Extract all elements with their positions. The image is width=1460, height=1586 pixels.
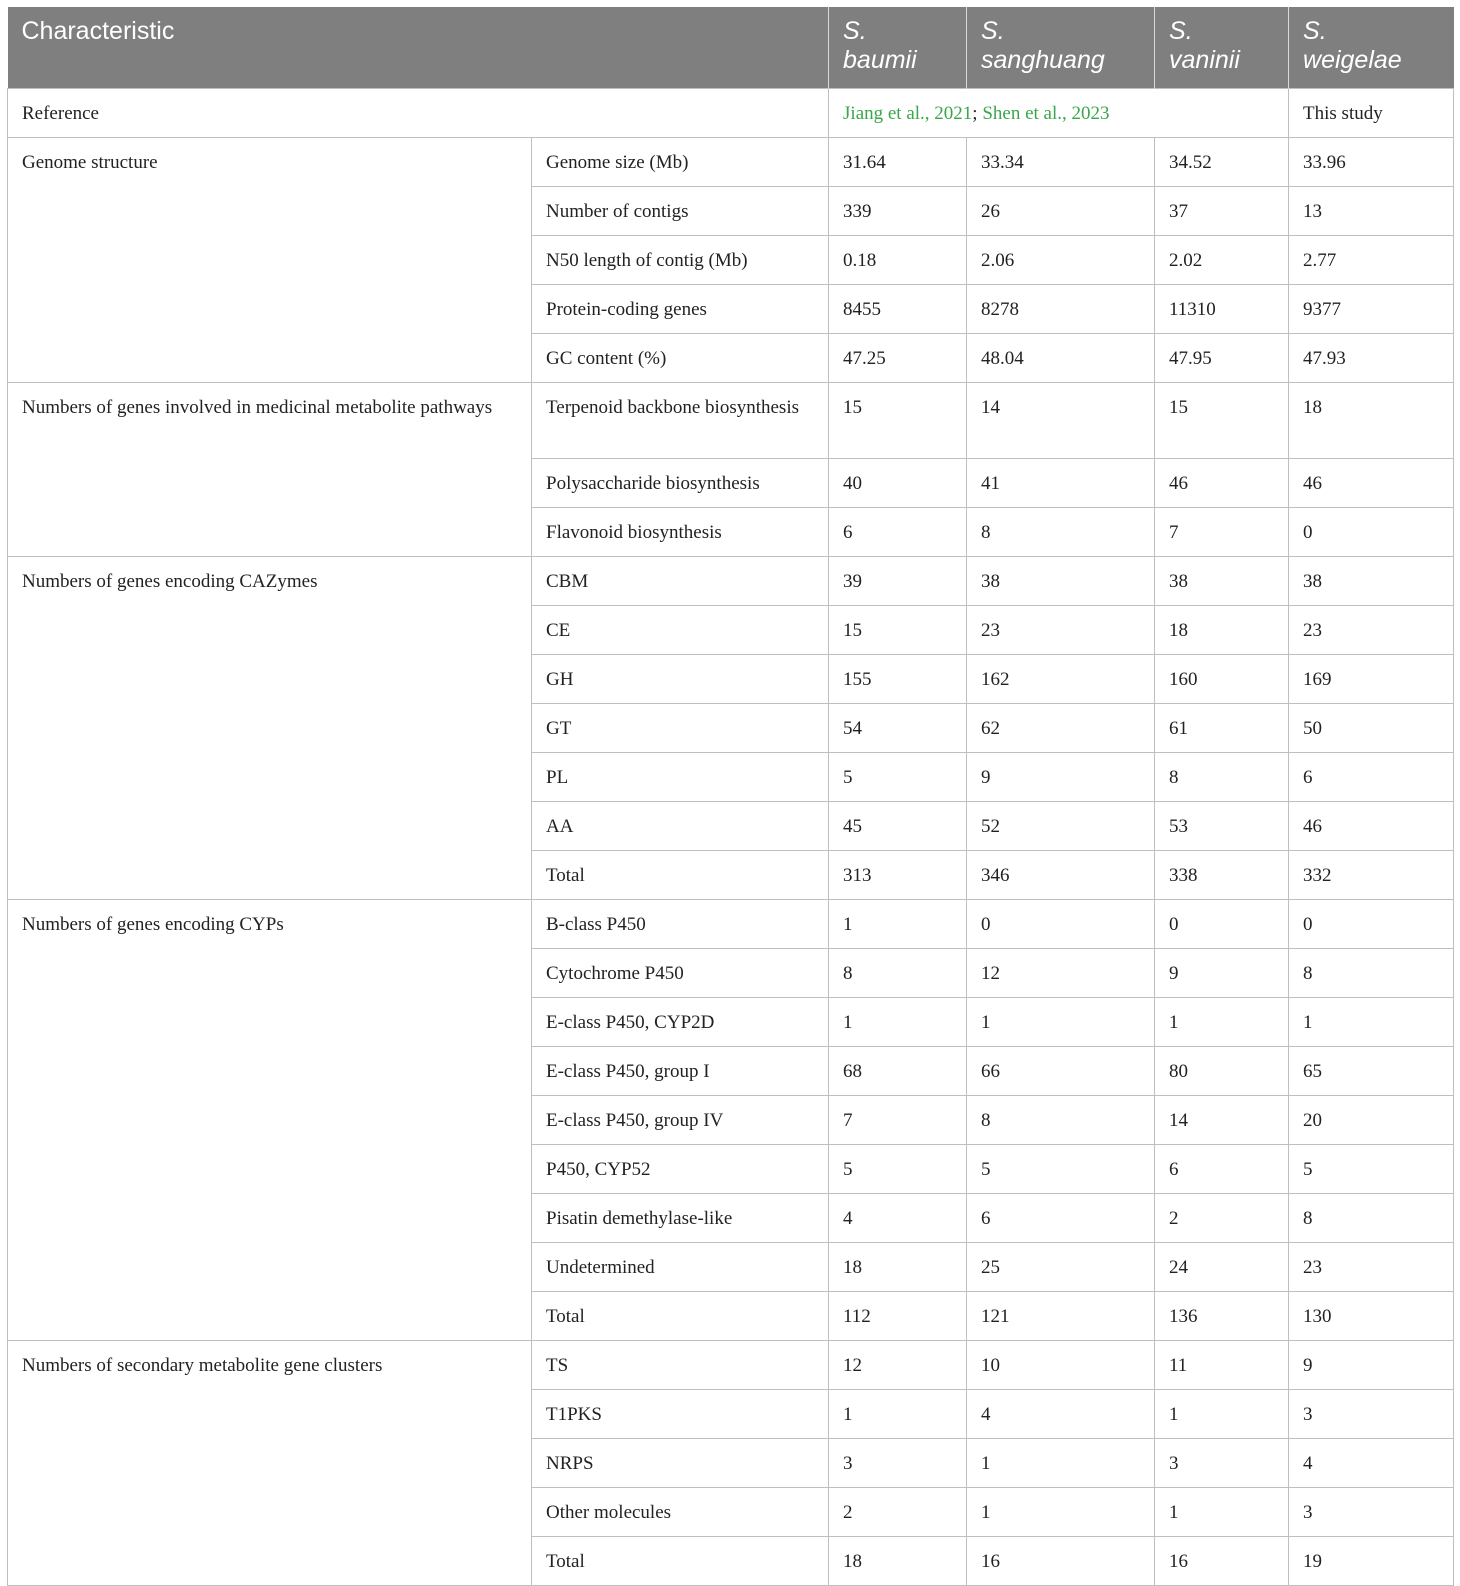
value-cell: 3 [829, 1438, 967, 1487]
value-cell: 1 [1289, 997, 1454, 1046]
value-cell: 8 [967, 507, 1155, 556]
row-label: Genome size (Mb) [532, 137, 829, 186]
value-cell: 26 [967, 186, 1155, 235]
value-cell: 14 [967, 382, 1155, 458]
value-cell: 46 [1289, 801, 1454, 850]
reference-row [8, 88, 1454, 137]
value-cell: 20 [1289, 1095, 1454, 1144]
value-cell: 31.64 [829, 137, 967, 186]
row-label: P450, CYP52 [532, 1144, 829, 1193]
value-cell: 46 [1155, 458, 1289, 507]
group-label: Genome structure [8, 137, 532, 382]
row-label: GH [532, 654, 829, 703]
value-cell: 80 [1155, 1046, 1289, 1095]
value-cell: 18 [829, 1242, 967, 1291]
row-label: Pisatin demethylase-like [532, 1193, 829, 1242]
value-cell: 5 [967, 1144, 1155, 1193]
row-label: Undetermined [532, 1242, 829, 1291]
row-label: T1PKS [532, 1389, 829, 1438]
row-label: E-class P450, group I [532, 1046, 829, 1095]
value-cell: 23 [967, 605, 1155, 654]
value-cell: 0 [1289, 899, 1454, 948]
value-cell: 1 [967, 1487, 1155, 1536]
value-cell: 112 [829, 1291, 967, 1340]
value-cell: 0 [1155, 899, 1289, 948]
row-label: GC content (%) [532, 333, 829, 382]
value-cell: 53 [1155, 801, 1289, 850]
header-characteristic: Characteristic [8, 7, 829, 88]
value-cell: 19 [1289, 1536, 1454, 1585]
row-label: CBM [532, 556, 829, 605]
group-label: Numbers of genes encoding CAZymes [8, 556, 532, 899]
value-cell: 38 [1155, 556, 1289, 605]
value-cell: 2 [829, 1487, 967, 1536]
row-label: Other molecules [532, 1487, 829, 1536]
value-cell: 160 [1155, 654, 1289, 703]
value-cell: 37 [1155, 186, 1289, 235]
value-cell: 7 [1155, 507, 1289, 556]
value-cell: 25 [967, 1242, 1155, 1291]
value-cell: 155 [829, 654, 967, 703]
value-cell: 1 [829, 1389, 967, 1438]
group-label: Numbers of genes encoding CYPs [8, 899, 532, 1340]
value-cell: 1 [829, 899, 967, 948]
value-cell: 2.06 [967, 235, 1155, 284]
value-cell: 12 [967, 948, 1155, 997]
value-cell: 3 [1289, 1487, 1454, 1536]
value-cell: 332 [1289, 850, 1454, 899]
value-cell: 2.77 [1289, 235, 1454, 284]
value-cell: 339 [829, 186, 967, 235]
value-cell: 169 [1289, 654, 1454, 703]
value-cell: 1 [967, 997, 1155, 1046]
value-cell: 14 [1155, 1095, 1289, 1144]
value-cell: 136 [1155, 1291, 1289, 1340]
value-cell: 54 [829, 703, 967, 752]
row-label: E-class P450, CYP2D [532, 997, 829, 1046]
value-cell: 9 [1155, 948, 1289, 997]
table-row [8, 382, 1454, 458]
table-row [8, 899, 1454, 948]
row-label: E-class P450, group IV [532, 1095, 829, 1144]
value-cell: 61 [1155, 703, 1289, 752]
row-label: TS [532, 1340, 829, 1389]
row-label: Total [532, 850, 829, 899]
value-cell: 15 [1155, 382, 1289, 458]
value-cell: 346 [967, 850, 1155, 899]
value-cell: 5 [829, 752, 967, 801]
genome-comparison-table [7, 7, 1454, 1586]
table-row [8, 137, 1454, 186]
value-cell: 3 [1289, 1389, 1454, 1438]
value-cell: 13 [1289, 186, 1454, 235]
row-label: PL [532, 752, 829, 801]
value-cell: 4 [829, 1193, 967, 1242]
row-label: Number of contigs [532, 186, 829, 235]
value-cell: 18 [1155, 605, 1289, 654]
value-cell: 8455 [829, 284, 967, 333]
value-cell: 33.34 [967, 137, 1155, 186]
value-cell: 8278 [967, 284, 1155, 333]
value-cell: 0 [1289, 507, 1454, 556]
value-cell: 8 [829, 948, 967, 997]
table-row [8, 556, 1454, 605]
row-label: B-class P450 [532, 899, 829, 948]
value-cell: 1 [1155, 1487, 1289, 1536]
value-cell: 8 [967, 1095, 1155, 1144]
value-cell: 16 [967, 1536, 1155, 1585]
row-label: Total [532, 1291, 829, 1340]
value-cell: 9377 [1289, 284, 1454, 333]
value-cell: 5 [829, 1144, 967, 1193]
row-label: NRPS [532, 1438, 829, 1487]
value-cell: 15 [829, 382, 967, 458]
value-cell: 1 [1155, 997, 1289, 1046]
value-cell: 3 [1155, 1438, 1289, 1487]
row-label: Cytochrome P450 [532, 948, 829, 997]
row-label: Protein-coding genes [532, 284, 829, 333]
value-cell: 18 [829, 1536, 967, 1585]
value-cell: 39 [829, 556, 967, 605]
citation-link-shen[interactable]: Shen et al., 2023 [982, 102, 1110, 124]
row-label: Polysaccharide biosynthesis [532, 458, 829, 507]
value-cell: 2 [1155, 1193, 1289, 1242]
value-cell: 38 [1289, 556, 1454, 605]
header-species-3: S. vaninii [1155, 7, 1289, 88]
reference-this-study: This study [1289, 88, 1454, 137]
value-cell: 50 [1289, 703, 1454, 752]
value-cell: 1 [1155, 1389, 1289, 1438]
value-cell: 11310 [1155, 284, 1289, 333]
value-cell: 313 [829, 850, 967, 899]
value-cell: 38 [967, 556, 1155, 605]
value-cell: 338 [1155, 850, 1289, 899]
row-label: Terpenoid backbone biosynthesis [532, 382, 829, 458]
row-label: Total [532, 1536, 829, 1585]
value-cell: 2.02 [1155, 235, 1289, 284]
value-cell: 6 [829, 507, 967, 556]
value-cell: 34.52 [1155, 137, 1289, 186]
value-cell: 7 [829, 1095, 967, 1144]
header-species-4: S. weigelae [1289, 7, 1454, 88]
header-species-1: S. baumii [829, 7, 967, 88]
value-cell: 0 [967, 899, 1155, 948]
value-cell: 65 [1289, 1046, 1454, 1095]
value-cell: 45 [829, 801, 967, 850]
value-cell: 9 [1289, 1340, 1454, 1389]
value-cell: 23 [1289, 1242, 1454, 1291]
value-cell: 23 [1289, 605, 1454, 654]
value-cell: 18 [1289, 382, 1454, 458]
value-cell: 68 [829, 1046, 967, 1095]
value-cell: 10 [967, 1340, 1155, 1389]
value-cell: 47.93 [1289, 333, 1454, 382]
citation-separator: ; [972, 102, 983, 124]
citation-link-jiang[interactable]: Jiang et al., 2021 [843, 102, 973, 124]
row-label: AA [532, 801, 829, 850]
row-label: N50 length of contig (Mb) [532, 235, 829, 284]
value-cell: 6 [967, 1193, 1155, 1242]
value-cell: 47.95 [1155, 333, 1289, 382]
value-cell: 15 [829, 605, 967, 654]
value-cell: 5 [1289, 1144, 1454, 1193]
value-cell: 24 [1155, 1242, 1289, 1291]
value-cell: 6 [1289, 752, 1454, 801]
value-cell: 8 [1289, 1193, 1454, 1242]
table-row [8, 1340, 1454, 1389]
value-cell: 16 [1155, 1536, 1289, 1585]
value-cell: 162 [967, 654, 1155, 703]
value-cell: 1 [967, 1438, 1155, 1487]
value-cell: 4 [1289, 1438, 1454, 1487]
value-cell: 41 [967, 458, 1155, 507]
value-cell: 6 [1155, 1144, 1289, 1193]
header-row [8, 7, 1454, 88]
reference-label: Reference [8, 88, 829, 137]
row-label: Flavonoid biosynthesis [532, 507, 829, 556]
value-cell: 9 [967, 752, 1155, 801]
value-cell: 52 [967, 801, 1155, 850]
value-cell: 33.96 [1289, 137, 1454, 186]
value-cell: 8 [1155, 752, 1289, 801]
group-label: Numbers of genes involved in medicinal metabolite pathways [8, 382, 532, 556]
value-cell: 121 [967, 1291, 1155, 1340]
value-cell: 12 [829, 1340, 967, 1389]
value-cell: 62 [967, 703, 1155, 752]
value-cell: 0.18 [829, 235, 967, 284]
value-cell: 48.04 [967, 333, 1155, 382]
value-cell: 40 [829, 458, 967, 507]
value-cell: 66 [967, 1046, 1155, 1095]
group-label: Numbers of secondary metabolite gene clusters [8, 1340, 532, 1585]
value-cell: 130 [1289, 1291, 1454, 1340]
value-cell: 46 [1289, 458, 1454, 507]
header-species-2: S. sanghuang [967, 7, 1155, 88]
value-cell: 47.25 [829, 333, 967, 382]
row-label: GT [532, 703, 829, 752]
value-cell: 4 [967, 1389, 1155, 1438]
value-cell: 1 [829, 997, 967, 1046]
value-cell: 11 [1155, 1340, 1289, 1389]
value-cell: 8 [1289, 948, 1454, 997]
reference-citations [829, 88, 1289, 137]
row-label: CE [532, 605, 829, 654]
